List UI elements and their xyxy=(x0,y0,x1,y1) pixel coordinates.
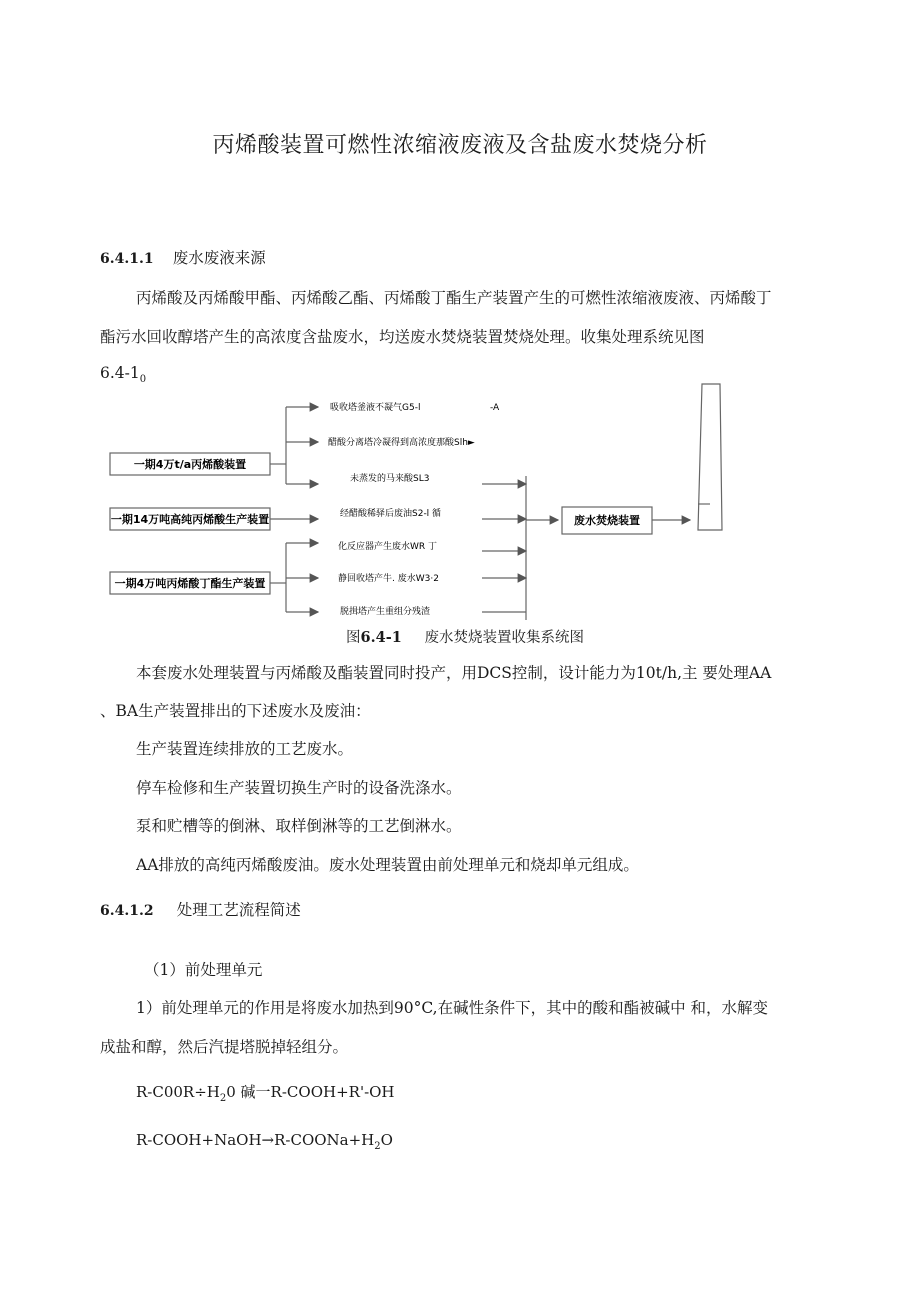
paragraph-line: 、BA生产装置排出的下述废水及废油： xyxy=(100,702,371,720)
formula-2: $R-COOH+NaOH\to R-COONa+H_2O$ xyxy=(136,1131,393,1152)
stream-label-1: 吸收塔釜液不凝气G5-l xyxy=(330,403,421,413)
stream-label-4: 经醋酸稀驿后废油S2-l 循 xyxy=(340,509,442,519)
figure-caption: 图6.4-1 废水焚烧装置收集系统图 xyxy=(346,629,584,646)
incinerator-label: 废水焚烧装置 xyxy=(574,514,640,527)
paragraph-line: 本套废水处理装置与丙烯酸及酯装置同时投产，用DCS控制，设计能力为10t/h,主 要处理AA xyxy=(136,664,772,682)
section-heading-2 xyxy=(100,898,301,920)
stream-label-2: 醋酸分离塔冷凝得到高浓度那酸Slh► xyxy=(328,438,475,448)
page-title: 丙烯酸装置可燃性浓缩液废液及含盐废水焚烧分析 xyxy=(212,133,708,158)
figure-ref: 6.4-1 xyxy=(100,364,140,382)
stream-label-1-suffix: -A xyxy=(490,403,500,413)
list-item: 停车检修和生产装置切换生产时的设备洗涤水。 xyxy=(136,779,462,797)
list-item: 生产装置连续排放的工艺废水。 xyxy=(136,740,354,758)
section-title: 废水废液来源 xyxy=(172,249,266,267)
formula-1: $R-C00R\div H_20$ 碱一R-COOH+R'-OH xyxy=(136,1083,395,1104)
unit-label-3: 一期4万吨丙烯酸丁酯生产装置 xyxy=(114,577,266,590)
stream-label-6: 静回收塔产牛. 废水W3·2 xyxy=(338,574,439,584)
subsection-title: （1）前处理单元 xyxy=(144,961,263,979)
stream-label-5: 化反应器产生废水WR 丁 xyxy=(338,542,438,552)
paragraph-line: 1）前处理单元的作用是将废水加热到90°C,在碱性条件下，其中的酸和酯被碱中 和，水解变 xyxy=(136,999,768,1017)
stack-chimney xyxy=(698,384,722,530)
section-title: 处理工艺流程简述 xyxy=(176,901,301,919)
section-heading-1 xyxy=(100,246,266,268)
stream-label-7: 脱揖塔产生重组分残渣 xyxy=(340,607,431,617)
paragraph-line: 丙烯酸及丙烯酸甲酯、丙烯酸乙酯、丙烯酸丁酯生产装置产生的可燃性浓缩液废液、丙烯酸丁 xyxy=(136,289,772,307)
section-number: 6.4.1.1 xyxy=(100,251,154,267)
list-item: AA排放的高纯丙烯酸废油。废水处理装置由前处理单元和烧却单元组成。 xyxy=(136,856,639,874)
unit-label-2: 一期14万吨高纯丙烯酸生产装置 xyxy=(110,513,270,526)
stream-label-3: 未蒸发的马来酸SL3 xyxy=(350,474,430,484)
unit-label-1: 一期4万t/a丙烯酸装置 xyxy=(133,458,247,471)
paragraph-line: 成盐和醇，然后汽提塔脱掉轻组分。 xyxy=(100,1038,349,1056)
collection-system-diagram xyxy=(0,380,920,630)
figure-ref-sub: 0 xyxy=(139,374,147,386)
paragraph-line: 酯污水回收醇塔产生的高浓度含盐废水，均送废水焚烧装置焚烧处理。收集处理系统见图 xyxy=(100,328,705,346)
section-number: 6.4.1.2 xyxy=(100,903,154,919)
list-item: 泵和贮槽等的倒淋、取样倒淋等的工艺倒淋水。 xyxy=(136,817,462,835)
